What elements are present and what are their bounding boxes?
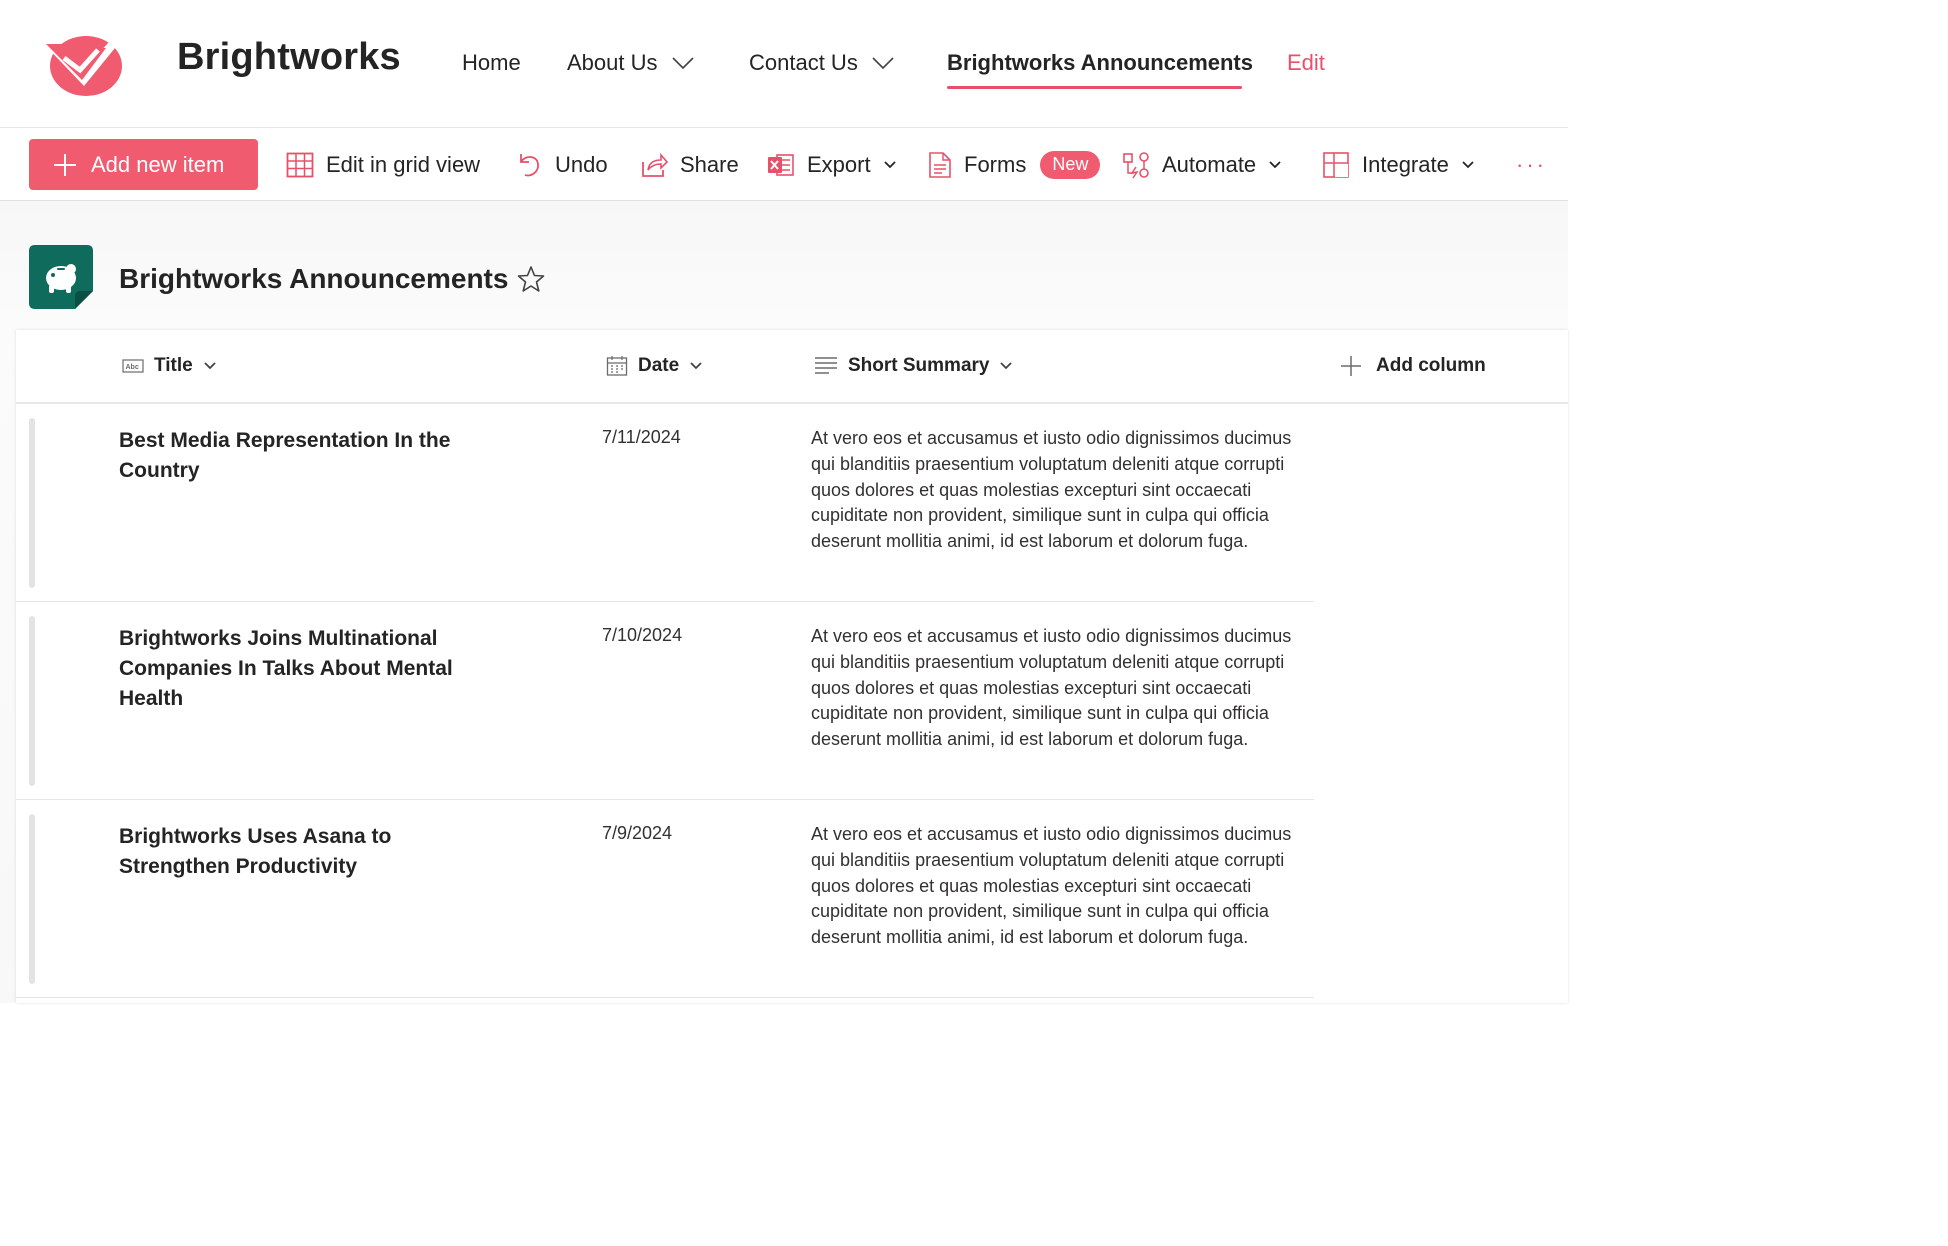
- top-navigation: [0, 50, 1568, 90]
- row-title[interactable]: Best Media Representation In the Country: [119, 429, 451, 482]
- edit-in-grid-view-button[interactable]: [286, 139, 480, 190]
- share-icon: [640, 152, 668, 178]
- more-icon: ···: [1516, 151, 1547, 177]
- column-title-label: Title: [154, 355, 193, 376]
- table-grid-icon: [286, 152, 314, 178]
- export-button[interactable]: [767, 139, 897, 190]
- nav-about-label: About Us: [567, 50, 658, 75]
- favorite-star-icon[interactable]: [517, 265, 545, 293]
- column-header-title[interactable]: [122, 330, 217, 402]
- nav-contact-us[interactable]: [749, 50, 894, 76]
- nav-announcements-label: Brightworks Announcements: [947, 50, 1253, 75]
- add-new-item-button[interactable]: [29, 139, 258, 190]
- column-summary-label: Short Summary: [848, 355, 990, 376]
- piggy-bank-icon: [29, 245, 93, 309]
- nav-home[interactable]: [462, 50, 521, 76]
- svg-text:Abc: Abc: [125, 364, 139, 371]
- plus-icon: [1340, 355, 1362, 377]
- nav-brightworks-announcements[interactable]: [947, 50, 1253, 76]
- export-label: Export: [807, 151, 871, 177]
- list-row[interactable]: [16, 404, 1314, 602]
- column-header-date[interactable]: [606, 330, 703, 402]
- row-date: 7/11/2024: [602, 427, 681, 447]
- chevron-down-icon: [689, 361, 703, 371]
- column-date-label: Date: [638, 355, 680, 376]
- list-content: [0, 201, 1568, 1003]
- add-column-button[interactable]: [1340, 330, 1486, 402]
- forms-label: Forms: [964, 151, 1027, 177]
- command-bar: [0, 129, 1568, 201]
- automate-label: Automate: [1162, 151, 1257, 177]
- chevron-down-icon: [999, 361, 1013, 371]
- text-column-icon: [122, 358, 144, 374]
- integrate-button[interactable]: [1322, 139, 1475, 190]
- nav-contact-label: Contact Us: [749, 50, 858, 75]
- list-title: Brightworks Announcements: [119, 263, 509, 294]
- calendar-icon: [606, 355, 628, 377]
- site-name[interactable]: Brightworks: [177, 36, 401, 78]
- row-date: 7/9/2024: [602, 823, 673, 843]
- chevron-down-icon: [883, 160, 897, 170]
- share-label: Share: [680, 151, 739, 177]
- undo-button[interactable]: [517, 139, 608, 190]
- plus-icon: [53, 153, 77, 177]
- list-row[interactable]: [16, 800, 1314, 998]
- new-badge: New: [1040, 151, 1100, 179]
- chevron-down-icon: [872, 56, 894, 70]
- multiline-text-icon: [814, 356, 838, 376]
- site-header: [0, 0, 1568, 128]
- integrate-label: Integrate: [1362, 151, 1449, 177]
- row-selection-bar[interactable]: [29, 418, 35, 588]
- row-selection-bar[interactable]: [29, 814, 35, 984]
- row-title[interactable]: Brightworks Uses Asana to Strengthen Productivity: [119, 825, 392, 878]
- undo-icon: [517, 151, 543, 179]
- more-options-button[interactable]: [1516, 139, 1547, 190]
- nav-edit-label: Edit: [1287, 50, 1325, 75]
- chevron-down-icon: [1268, 160, 1282, 170]
- add-new-item-label: Add new item: [91, 151, 225, 177]
- nav-about-us[interactable]: [567, 50, 694, 76]
- list-row[interactable]: [16, 602, 1314, 800]
- row-summary: At vero eos et accusamus et iusto odio dignissimos ducimus qui blanditiis praesentium voluptatum deleniti atque corrupti quos dolores et quas molestias excepturi sint occaecati cupiditate non provident, similique sunt in culpa qui officia deserunt mollitia animi, id est laborum et dolorum fuga.: [811, 824, 1292, 948]
- row-summary: At vero eos et accusamus et iusto odio dignissimos ducimus qui blanditiis praesentium voluptatum deleniti atque corrupti quos dolores et quas molestias excepturi sint occaecati cupiditate non provident, similique sunt in culpa qui officia deserunt mollitia animi, id est laborum et dolorum fuga.: [811, 428, 1292, 552]
- automate-flow-icon: [1122, 151, 1150, 179]
- forms-button[interactable]: [928, 139, 1100, 190]
- share-button[interactable]: [640, 139, 739, 190]
- chevron-down-icon: [672, 56, 694, 70]
- chevron-down-icon: [203, 361, 217, 371]
- row-selection-bar[interactable]: [29, 616, 35, 786]
- edit-grid-label: Edit in grid view: [326, 151, 481, 177]
- nav-home-label: Home: [462, 50, 521, 75]
- nav-edit-link[interactable]: [1287, 50, 1325, 76]
- list-grid: [16, 330, 1568, 1003]
- forms-document-icon: [928, 151, 952, 179]
- integrate-panel-icon: [1322, 151, 1350, 179]
- active-nav-underline: [947, 86, 1242, 89]
- add-column-label: Add column: [1376, 355, 1486, 376]
- chevron-down-icon: [1461, 160, 1475, 170]
- row-date: 7/10/2024: [602, 625, 683, 645]
- automate-button[interactable]: [1122, 139, 1282, 190]
- row-summary: At vero eos et accusamus et iusto odio dignissimos ducimus qui blanditiis praesentium voluptatum deleniti atque corrupti quos dolores et quas molestias excepturi sint occaecati cupiditate non provident, similique sunt in culpa qui officia deserunt mollitia animi, id est laborum et dolorum fuga.: [811, 626, 1292, 750]
- row-title[interactable]: Brightworks Joins Multinational Companies In Talks About Mental Health: [119, 627, 453, 710]
- undo-label: Undo: [555, 151, 608, 177]
- column-header-short-summary[interactable]: [814, 330, 1013, 402]
- excel-export-icon: [767, 152, 795, 178]
